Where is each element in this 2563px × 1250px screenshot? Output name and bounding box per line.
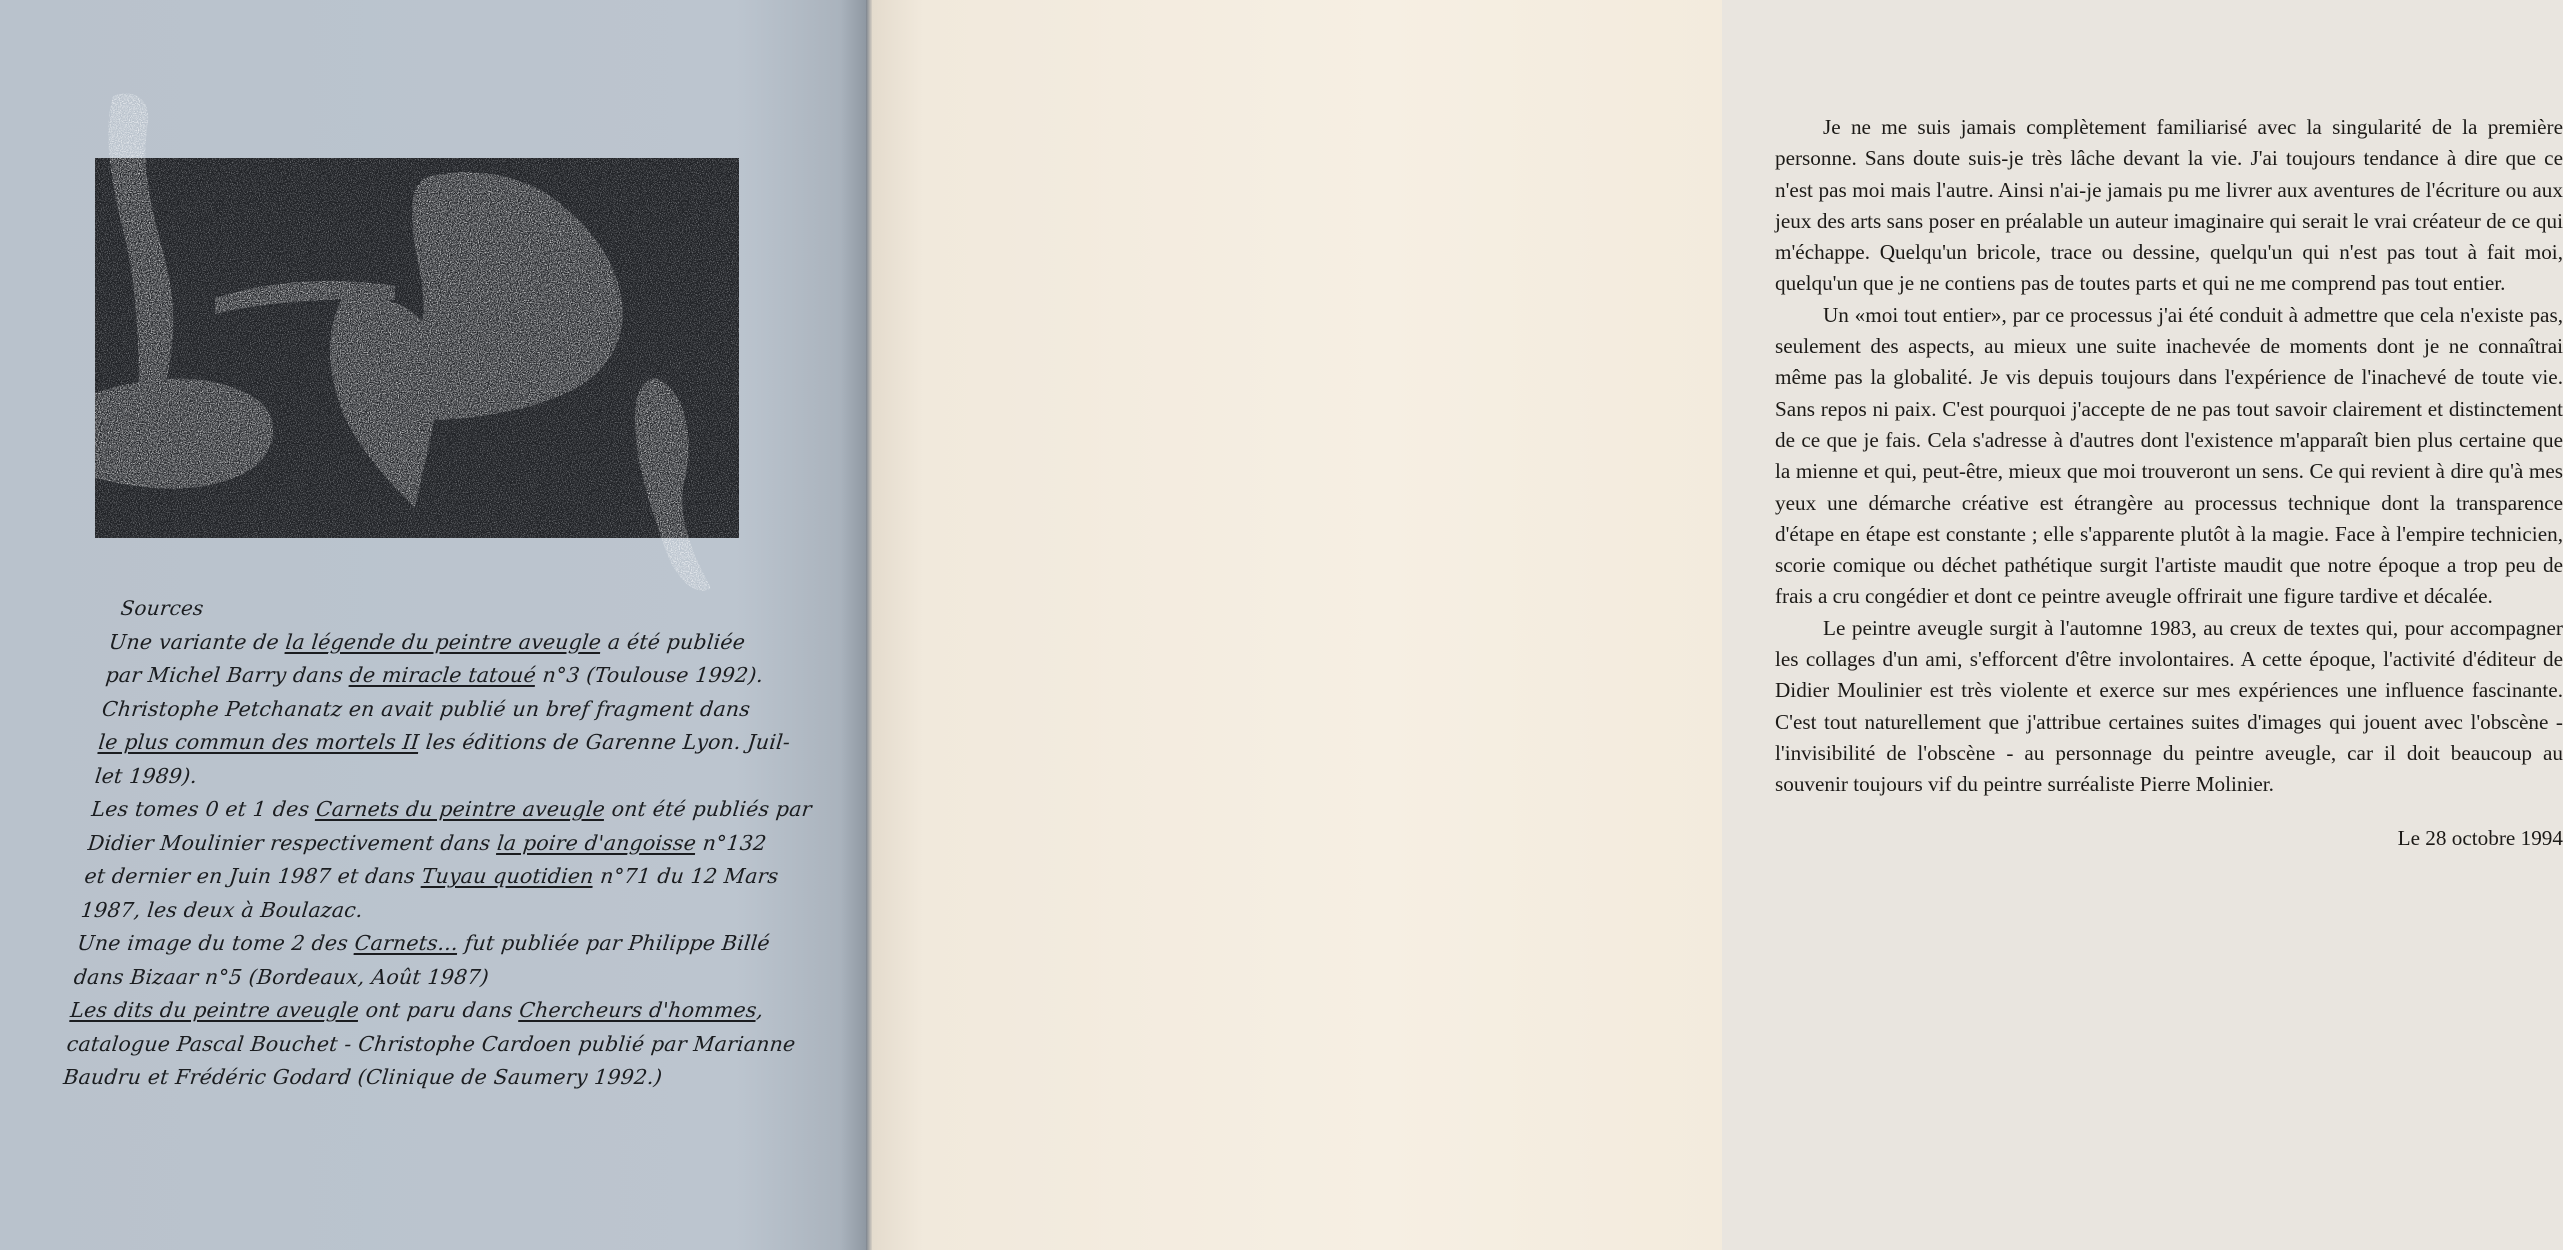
note-text: let 1989).: [93, 763, 199, 788]
paragraph-1: Je ne me suis jamais complètement familiarisé avec la singularité de la première personne. Sans doute suis-je très lâche devant la vie. J'ai toujours tendance à dire que ce n'est pas moi mais l'autre. Ainsi n'ai-je jamais pu me livrer aux aventures de l'écriture ou aux jeux des arts sans poser en préalable un auteur imaginaire qui serait le vrai créateur de ce qui m'échappe. Quelqu'un bricole, trace ou dessine, quelqu'un qui n'est pas tout à fait moi, quelqu'un que je ne contiens pas de toutes parts et qui ne me comprend pas tout entier.: [1775, 115, 2563, 296]
note-text: n°132: [694, 830, 768, 855]
note-text: Baudru et Frédéric Godard (Clinique de Saumery 1992.): [62, 1065, 664, 1089]
underlined-title: Carnets...: [353, 931, 460, 955]
sources-line: [104, 659, 788, 693]
sources-line: [62, 1061, 746, 1095]
note-text: catalogue Pascal Bouchet - Christophe Cardoen publié par Marianne: [65, 1031, 797, 1056]
note-text: Christophe Petchanatz en avait publié un bref fragment dans: [100, 696, 752, 721]
sources-line: [90, 793, 814, 827]
note-text: les éditions de Garenne Lyon. Juil-: [417, 730, 792, 754]
sources-line: [76, 927, 772, 961]
sources-heading: Sources: [119, 596, 205, 620]
halftone-photograph: [95, 158, 739, 538]
paragraph-3: Le peintre aveugle surgit à l'automne 1983, au creux de textes qui, pour accompagner les collages d'un ami, s'efforcent d'être involontaires. A cette époque, l'activité d'éditeur de Didier Moulinier est très violente et exerce sur mes expériences une influence fascinante. C'est tout naturellement que j'attribue certaines suites d'images qui jouent avec l'obscène - l'invisibilité de l'obscène - au personnage du peintre aveugle, car il doit beaucoup au souvenir toujours vif du peintre surréaliste Pierre Molinier.: [1775, 615, 2563, 797]
paragraph-2: Un «moi tout entier», par ce processus j'ai été conduit à admettre que cela n'existe pas, seulement des aspects, au mieux une suite inachevée de moments dont je ne connaîtrai même pas la globalité. Je vis depuis toujours dans l'expérience de l'inachevé de toute vie. Sans repos ni paix. C'est pourquoi j'accepte de ne pas tout savoir clairement et distinctement de ce que je fais. Cela s'adresse à d'autres dont l'existence m'apparaît bien plus certaine que la mienne et qui, peut-être, mieux que moi trouveront un sens. Ce qui revient à dire qu'à mes yeux une démarche créative est étrangère au processus technique dont la transparence d'étape en étape est constante ; elle s'apparente plutôt à la magie. Face à l'empire technicien, scorie comique ou déchet pathétique surgit l'artiste maudit que notre époque a trop peu de frais a cru congédier et dont ce peintre aveugle offrirait une figure tardive et décalée.: [1775, 302, 2563, 609]
underlined-title: la poire d'angoisse: [496, 830, 698, 855]
sources-line: [107, 626, 791, 660]
note-text: a été publiée: [600, 629, 747, 654]
note-text: Une variante de: [107, 629, 288, 654]
sources-lines: [62, 626, 814, 1095]
underlined-title: Les dits du peintre aveugle: [69, 998, 361, 1022]
note-text: ,: [755, 998, 765, 1022]
underlined-title: Carnets du peintre aveugle: [314, 797, 607, 821]
right-page: [872, 0, 2563, 1250]
note-text: par Michel Barry dans: [104, 663, 352, 687]
sources-line: [69, 994, 765, 1028]
sources-line: [65, 1028, 797, 1062]
note-text: 1987, les deux à Boulazac.: [79, 897, 365, 922]
sources-line: [86, 827, 770, 861]
underlined-title: de miracle tatoué: [348, 663, 538, 687]
note-text: Didier Moulinier respectivement dans: [86, 830, 499, 855]
photograph-image: [95, 158, 739, 538]
note-text: ont paru dans: [357, 998, 521, 1022]
note-text: n°71 du 12 Mars: [592, 864, 780, 888]
closing-date: Le 28 octobre 1994: [2397, 825, 2563, 850]
note-text: fut publiée par Philippe Billé: [456, 931, 772, 955]
note-text: n°3 (Toulouse 1992).: [534, 663, 765, 687]
underlined-title: Tuyau quotidien: [420, 864, 595, 888]
handwritten-sources-notes: [62, 592, 814, 1095]
note-text: Une image du tome 2 des: [76, 931, 357, 955]
note-text: dans Bizaar n°5 (Bordeaux, Août 1987): [72, 964, 491, 989]
sources-line: [97, 726, 792, 760]
note-text: et dernier en Juin 1987 et dans: [83, 864, 424, 888]
underlined-title: le plus commun des mortels II: [97, 730, 421, 754]
sources-line: [72, 961, 756, 995]
left-page: [0, 0, 866, 1250]
note-text: ont été publiés par: [603, 797, 814, 821]
note-text: Les tomes 0 et 1 des: [90, 797, 318, 821]
printed-text-block: [1775, 112, 2563, 854]
sources-line: [83, 860, 780, 894]
underlined-title: Chercheurs d'hommes: [518, 998, 758, 1022]
underlined-title: la légende du peintre aveugle: [284, 629, 603, 654]
sources-line: [93, 760, 777, 794]
sources-line: [79, 894, 763, 928]
sources-line: [100, 693, 784, 727]
